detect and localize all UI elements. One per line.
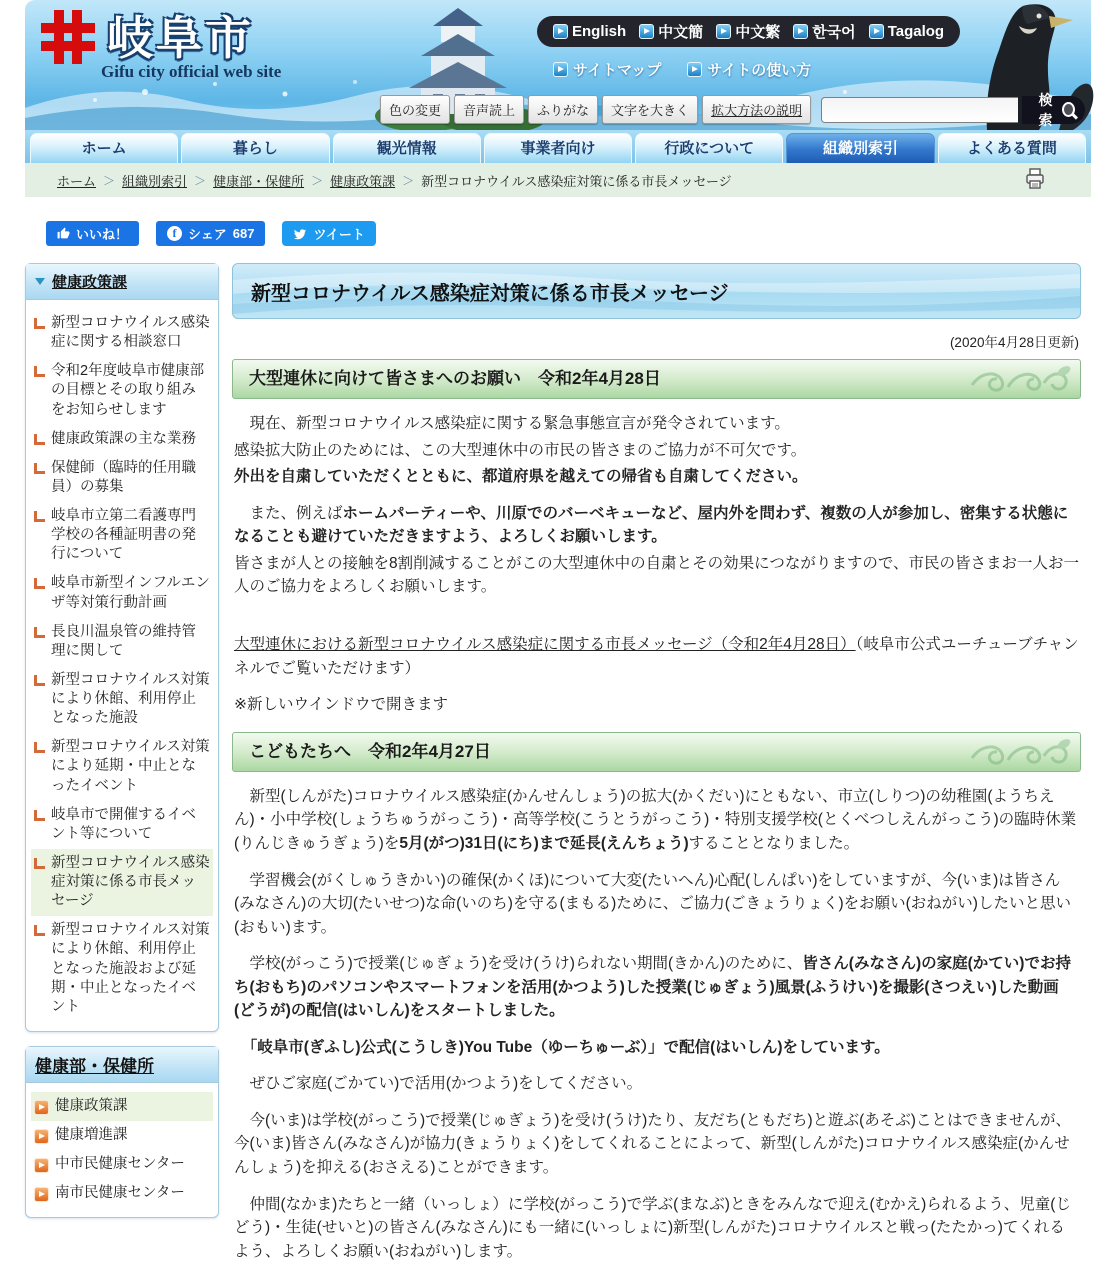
search-button[interactable] bbox=[1022, 91, 1085, 128]
orange-play-icon bbox=[34, 1158, 49, 1173]
language-link-3[interactable] bbox=[793, 21, 855, 42]
content-paragraph bbox=[234, 412, 1079, 436]
sidebar-item-0-4[interactable] bbox=[31, 502, 213, 569]
breadcrumb-link-3[interactable]: 健康政策課 bbox=[330, 173, 396, 189]
main-content bbox=[232, 263, 1081, 1284]
content-paragraph bbox=[234, 1109, 1079, 1180]
facebook-icon: f bbox=[167, 226, 182, 241]
utility-button-2[interactable]: ふりがな bbox=[528, 95, 598, 124]
sidebar-section-header bbox=[26, 1047, 218, 1083]
sidebar-item-0-9[interactable] bbox=[31, 801, 213, 849]
nav-tab-2[interactable]: 観光情報 bbox=[333, 133, 481, 163]
social-buttons bbox=[46, 221, 376, 246]
site-link-1[interactable] bbox=[687, 59, 811, 80]
section-body bbox=[232, 399, 1081, 720]
list-bullet-icon bbox=[34, 858, 45, 869]
sidebar-item-0-8[interactable] bbox=[31, 733, 213, 800]
list-bullet-icon bbox=[34, 627, 45, 638]
sidebar-item-label: 新型コロナウイルス感染症に関する相談窓口 bbox=[51, 315, 210, 351]
breadcrumb-separator: ＞ bbox=[311, 173, 324, 188]
text-segment: 学習機会(がくしゅうきかい)の確保(かくほ)について大変(たいへん)心配(しんぱい)をしていますが、今(いま)は皆さん(みなさん)の大切(たいせつ)な命(いのち)を守る(まもる)ために、ご協力(ごきょうりょく)をお願い(おねがい)したいと思い(おもい)ます。 bbox=[234, 871, 1071, 936]
play-icon bbox=[869, 24, 884, 39]
section-heading: 大型連休に向けて皆さまへのお願い 令和2年4月28日 bbox=[232, 359, 1081, 399]
sidebar-item-0-0[interactable] bbox=[31, 309, 213, 357]
text-segment: 5月(がつ)31日(にち)まで延長(えんちょう) bbox=[399, 834, 689, 852]
tweet-label: ツイート bbox=[313, 227, 365, 242]
sidebar-item-label: 健康政策課の主な業務 bbox=[51, 430, 196, 447]
text-segment: 皆さまが人との接触を8割削減することがこの大型連休中の自粛とその効果につながりますので、市民の皆さまお一人お一人のご協力をよろしくお願いします。 bbox=[234, 554, 1080, 596]
content-section-1 bbox=[232, 732, 1081, 1272]
sidebar-item-0-6[interactable] bbox=[31, 618, 213, 666]
language-label: 中文繁 bbox=[735, 24, 781, 41]
language-bar bbox=[537, 16, 960, 47]
sidebar-item-1-2[interactable] bbox=[31, 1150, 213, 1179]
sidebar-item-label: 令和2年度岐阜市健康部の目標とその取り組みをお知らせします bbox=[51, 363, 205, 418]
language-link-0[interactable] bbox=[553, 23, 626, 40]
text-segment: 仲間(なかま)たちと一緒（いっしょ）に学校(がっこう)で学ぶ(まなぶ)ときをみんなで迎え(むかえ)られるよう、児童(じどう)・生徒(せいと)の皆さん(みなさん)にも一緒に(いっしょに)新型(しんがた)コロナウイルスと戦っ(たたかっ)てくれるよう、よろしくお願い(おねがい)します。 bbox=[234, 1195, 1071, 1260]
swirl-decoration-icon bbox=[964, 363, 1074, 395]
sidebar-item-1-3[interactable] bbox=[31, 1179, 213, 1208]
utility-toolbar bbox=[380, 91, 1085, 128]
sidebar-item-0-7[interactable] bbox=[31, 666, 213, 733]
language-label: 中文簡 bbox=[658, 24, 704, 41]
sidebar-item-label: 保健師（臨時的任用職員）の募集 bbox=[51, 459, 196, 495]
sidebar-item-0-5[interactable] bbox=[31, 569, 213, 617]
breadcrumb-separator: ＞ bbox=[194, 173, 207, 188]
content-section-0 bbox=[232, 359, 1081, 720]
orange-play-icon bbox=[34, 1187, 49, 1202]
search-icon bbox=[1062, 102, 1075, 117]
section-body bbox=[232, 772, 1081, 1272]
text-segment: また、例えば bbox=[234, 504, 343, 522]
sidebar-item-label: 新型コロナウイルス対策により休館、利用停止となった施設および延期・中止となったイベント bbox=[51, 922, 210, 1015]
content-paragraph bbox=[234, 1036, 1079, 1060]
content-paragraph bbox=[234, 1193, 1079, 1264]
language-label: 한국어 bbox=[812, 24, 856, 41]
sidebar bbox=[25, 263, 219, 1232]
text-segment: することとなりました。 bbox=[688, 834, 860, 852]
list-bullet-icon bbox=[34, 742, 45, 753]
play-icon bbox=[553, 62, 568, 77]
new-window-note: ※新しいウインドウで開きます bbox=[234, 695, 449, 713]
sidebar-section-0 bbox=[25, 263, 219, 1032]
content-paragraph bbox=[234, 1072, 1079, 1096]
site-link-label: サイトの使い方 bbox=[707, 62, 812, 79]
list-bullet-icon bbox=[34, 463, 45, 474]
list-bullet-icon bbox=[34, 434, 45, 445]
sidebar-item-label: 長良川温泉管の維持管理に関して bbox=[51, 623, 196, 659]
nav-tab-3[interactable]: 事業者向け bbox=[484, 133, 632, 163]
list-bullet-icon bbox=[34, 810, 45, 821]
chevron-down-icon bbox=[35, 278, 45, 285]
text-segment: 新型(しんがた)コロナウイルス感染症(かんせんしょう)の拡大(かくだい)にともない、市立(しりつ)の幼稚園(ようちえん)・小中学校(しょうちゅうがっこう)・高等学校(こうとうがっこう)・特別支援学校(とくべつしえんがっこう)の臨時休業(りんじきゅうぎょう)を bbox=[234, 787, 1077, 852]
language-link-1[interactable] bbox=[639, 21, 703, 42]
list-bullet-icon bbox=[34, 511, 45, 522]
youtube-message-link[interactable]: 大型連休における新型コロナウイルス感染症に関する市長メッセージ（令和2年4月28日） bbox=[234, 635, 856, 653]
updated-date: (2020年4月28日更新) bbox=[949, 335, 1079, 350]
gifu-city-emblem bbox=[41, 10, 95, 64]
text-segment: ぜひご家庭(ごかてい)で活用(かつよう)をしてください。 bbox=[234, 1075, 643, 1093]
content-paragraph bbox=[234, 465, 1079, 489]
breadcrumb bbox=[25, 163, 1091, 197]
language-label: Tagalog bbox=[887, 23, 945, 40]
language-link-4[interactable] bbox=[869, 23, 944, 40]
facebook-share-button[interactable] bbox=[156, 221, 265, 246]
content-paragraph bbox=[234, 869, 1079, 940]
like-label: いいね！ bbox=[76, 227, 129, 242]
text-segment: 学校(がっこう)で授業(じゅぎょう)を受け(うけ)られない期間(きかん)のために、 bbox=[234, 955, 803, 973]
text-segment: 今(いま)は学校(がっこう)で授業(じゅぎょう)を受け(うけ)たり、友だち(ともだち)と遊ぶ(あそぶ)ことはできませんが、今(いま)皆さん(みなさん)が協力(きょうりょく)をしてくれることによって、新型(しんがた)コロナウイルス感染症(かんせんしょう)を抑える(おさえる)ことができます。 bbox=[234, 1111, 1071, 1176]
facebook-like-button[interactable] bbox=[46, 221, 139, 246]
play-icon bbox=[553, 24, 568, 39]
list-bullet-icon bbox=[34, 675, 45, 686]
thumbs-up-icon bbox=[57, 227, 70, 240]
sidebar-section-header bbox=[26, 264, 218, 300]
site-logo-subtitle: Gifu city official web site bbox=[101, 62, 282, 81]
sidebar-item-0-1[interactable] bbox=[31, 357, 213, 424]
content-sections bbox=[232, 359, 1081, 1272]
content-paragraph bbox=[234, 952, 1079, 1023]
main-navigation bbox=[25, 130, 1091, 163]
orange-play-icon bbox=[34, 1129, 49, 1144]
sidebar-item-label: 岐阜市立第二看護専門学校の各種証明書の発行について bbox=[51, 508, 196, 563]
breadcrumb-link-2[interactable]: 健康部・保健所 bbox=[213, 173, 305, 189]
section-heading: こどもたちへ 令和2年4月27日 bbox=[232, 732, 1081, 772]
link-block bbox=[234, 633, 1079, 681]
breadcrumb-link-1[interactable]: 組織別索引 bbox=[122, 173, 188, 189]
tweet-button[interactable] bbox=[282, 221, 375, 246]
list-bullet-icon bbox=[34, 578, 45, 589]
page-title: 新型コロナウイルス感染症対策に係る市長メッセージ bbox=[251, 282, 729, 305]
nav-tab-4[interactable]: 行政について bbox=[635, 133, 783, 163]
list-bullet-icon bbox=[34, 318, 45, 329]
share-count: 687 bbox=[232, 226, 255, 241]
content-paragraph bbox=[234, 439, 1079, 463]
site-logo-title[interactable]: 岐阜市 bbox=[107, 12, 254, 64]
content-paragraph bbox=[234, 552, 1079, 599]
nav-tab-1[interactable]: 暮らし bbox=[181, 133, 329, 163]
twitter-bird-icon bbox=[293, 227, 307, 241]
nav-tab-0[interactable]: ホーム bbox=[30, 133, 178, 163]
site-links bbox=[553, 59, 811, 80]
language-link-2[interactable] bbox=[716, 21, 780, 42]
play-icon bbox=[687, 62, 702, 77]
breadcrumb-link-0[interactable]: ホーム bbox=[57, 173, 97, 189]
sidebar-item-list bbox=[26, 300, 218, 1031]
breadcrumb-separator: ＞ bbox=[402, 173, 415, 188]
text-segment bbox=[234, 1039, 250, 1056]
sidebar-item-list bbox=[26, 1083, 218, 1218]
breadcrumb-separator: ＞ bbox=[103, 173, 116, 188]
play-icon bbox=[793, 24, 808, 39]
sidebar-item-0-3[interactable] bbox=[31, 454, 213, 502]
utility-button-4[interactable]: 拡大方法の説明 bbox=[702, 95, 811, 124]
sidebar-item-label: 岐阜市新型インフルエンザ等対策行動計画 bbox=[51, 575, 210, 611]
text-segment: 皆さん(みなさん)の家庭(かてい)でお持ち(おもち)のパソコンやスマートフォンを活用(かつよう)した授業(じゅぎょう)風景(ふうけい)を撮影(さつえい)した動画(どうが)の配信(はいしん)をスタートしました。 bbox=[234, 955, 1071, 1020]
site-link-0[interactable] bbox=[553, 59, 661, 80]
text-segment: 現在、新型コロナウイルス感染症に関する緊急事態宣言が発令されています。 bbox=[234, 415, 790, 432]
search-button-label: 検索 bbox=[1038, 91, 1053, 128]
sidebar-section-title[interactable]: 健康政策課 bbox=[52, 274, 128, 291]
sidebar-item-label: 南市民健康センター bbox=[55, 1185, 185, 1202]
sidebar-item-1-1[interactable] bbox=[31, 1121, 213, 1150]
sidebar-item-0-2[interactable] bbox=[31, 425, 213, 454]
text-segment: ホームパーティーや、川原でのバーベキューなど、屋内外を問わず、複数の人が参加し、密集する状態になることも避けていただきますよう、よろしくお願いします。 bbox=[234, 504, 1069, 546]
sidebar-item-0-11[interactable] bbox=[31, 916, 213, 1022]
language-label: English bbox=[572, 23, 627, 40]
sidebar-section-1 bbox=[25, 1046, 219, 1219]
utility-button-0[interactable]: 色の変更 bbox=[380, 95, 450, 124]
sidebar-item-1-0[interactable] bbox=[31, 1092, 213, 1121]
sidebar-item-label: 健康政策課 bbox=[55, 1097, 128, 1114]
content-paragraph bbox=[234, 502, 1079, 549]
breadcrumb-current: 新型コロナウイルス感染症対策に係る市長メッセージ bbox=[421, 173, 732, 189]
nav-tab-5[interactable]: 組織別索引 bbox=[786, 133, 934, 163]
text-segment: 感染拡大防止のためには、この大型連休中の市民の皆さまのご協力が不可欠です。 bbox=[234, 441, 807, 459]
site-header-banner bbox=[25, 0, 1091, 130]
print-icon[interactable] bbox=[1023, 167, 1047, 191]
share-label: シェア bbox=[188, 227, 227, 242]
sidebar-item-label: 新型コロナウイルス対策により休館、利用停止となった施設 bbox=[51, 671, 210, 727]
sidebar-item-label: 新型コロナウイルス感染症対策に係る市長メッセージ bbox=[51, 854, 210, 910]
site-link-label: サイトマップ bbox=[573, 62, 662, 79]
swirl-decoration-icon bbox=[964, 736, 1074, 768]
sidebar-section-title[interactable]: 健康部・保健所 bbox=[35, 1056, 154, 1076]
sidebar-item-label: 健康増進課 bbox=[55, 1127, 128, 1143]
content-paragraph bbox=[234, 785, 1079, 856]
orange-play-icon bbox=[34, 1100, 49, 1115]
list-bullet-icon bbox=[34, 925, 45, 936]
utility-button-1[interactable]: 音声読上 bbox=[454, 95, 524, 124]
text-segment: 「岐阜市(ぎふし)公式(こうしき)You Tube（ゆーちゅーぶ）」で配信(はいしん)をしています。 bbox=[249, 1038, 890, 1056]
sidebar-item-label: 岐阜市で開催するイベント等について bbox=[51, 806, 196, 842]
search-input[interactable] bbox=[821, 97, 1018, 123]
sidebar-item-0-10[interactable] bbox=[31, 849, 213, 916]
sidebar-item-label: 中市民健康センター bbox=[55, 1156, 185, 1173]
nav-tab-6[interactable]: よくある質問 bbox=[938, 133, 1086, 163]
page-title-box bbox=[232, 263, 1081, 319]
play-icon bbox=[716, 24, 731, 39]
play-icon bbox=[639, 24, 654, 39]
utility-button-3[interactable]: 文字を大きく bbox=[602, 95, 698, 124]
list-bullet-icon bbox=[34, 366, 45, 377]
sidebar-item-label: 新型コロナウイルス対策により延期・中止となったイベント bbox=[51, 739, 210, 794]
link-suffix: （岐阜市公式ユーチューブチャンネルでご覧いただけます） bbox=[234, 635, 1079, 677]
text-segment: 外出を自粛していただくとともに、都道府県を越えての帰省も自粛してください。 bbox=[234, 468, 808, 486]
